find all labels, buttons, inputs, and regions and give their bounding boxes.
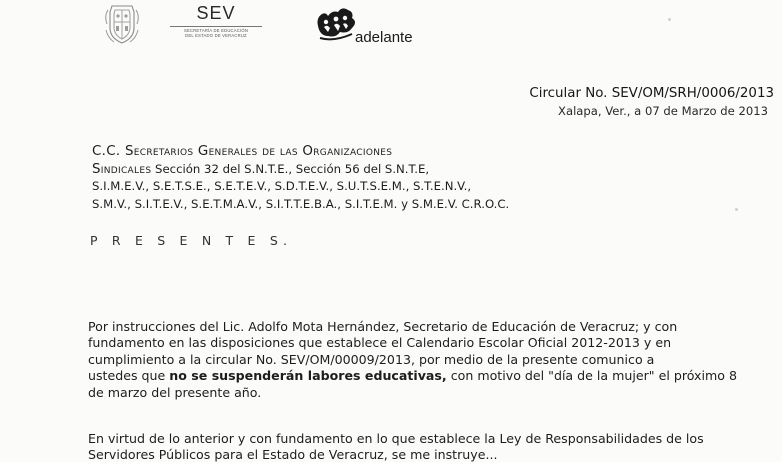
- state-seal-icon: [98, 2, 146, 46]
- scan-speck: [668, 18, 671, 21]
- addressee-sections: Sección 32 del S.N.T.E., Sección 56 del S.N.T.E,: [151, 161, 430, 176]
- addressee-line-1: [92, 143, 652, 161]
- addressee-line-3: S.I.M.E.V., S.E.T.S.E., S.E.T.E.V., S.D.T.E.V., S.U.T.S.E.M., S.T.E.N.V.,: [92, 179, 472, 193]
- paragraph-1-line-4: [88, 368, 768, 384]
- paragraph-2-line-2: Servidores Públicos para el Estado de Veracruz, se me instruye...: [88, 447, 498, 462]
- body-paragraph-2: [88, 431, 768, 462]
- paragraph-2-line-1: En virtud de lo anterior y con fundamento en lo que establece la Ley de Responsabilidades de los: [88, 431, 704, 446]
- paragraph-1-line-3: cumplimiento a la circular No. SEV/OM/00009/2013, por medio de la presente comunico a: [88, 351, 655, 367]
- presentes-heading: P R E S E N T E S.: [90, 233, 293, 248]
- adelante-logo-icon: [312, 4, 360, 46]
- sev-divider: [170, 26, 262, 27]
- place-date: Xalapa, Ver., a 07 de Marzo de 2013: [558, 104, 768, 118]
- paragraph-1-line-2: fundamento en las disposiciones que establece el Calendario Escolar Oficial 2012-2013 y en: [88, 335, 672, 351]
- paragraph-1-line-5: de marzo del presente año.: [88, 384, 262, 400]
- addressee-line-2: [92, 161, 652, 179]
- sev-logo: [166, 2, 266, 38]
- sev-full-name-line2: DEL ESTADO DE VERACRUZ: [185, 33, 247, 38]
- addressee-title: C.C. Secretarios Generales de las Organizaciones: [92, 144, 393, 159]
- addressee-title-cont: Sindicales: [92, 161, 152, 177]
- body-paragraph-1: [88, 319, 768, 401]
- adelante-slogan: adelante: [355, 29, 413, 46]
- paragraph-1-line-4-end: con motivo del "día de la mujer" el próximo 8: [446, 368, 737, 384]
- sev-abbreviation: SEV: [196, 3, 236, 23]
- addressee-block: [92, 143, 652, 213]
- no-suspension-notice: no se suspenderán labores educativas,: [169, 368, 447, 384]
- addressee-line-4: S.M.V., S.I.T.E.V., S.E.T.M.A.V., S.I.T.T.E.B.A., S.I.T.E.M. y S.M.E.V. C.R.O.C.: [92, 196, 510, 211]
- scan-speck: [735, 208, 738, 211]
- circular-number: Circular No. SEV/OM/SRH/0006/2013: [529, 86, 774, 101]
- paragraph-1-line-4-start: ustedes que: [88, 368, 170, 384]
- sev-full-name-line1: SECRETARÍA DE EDUCACIÓN: [183, 28, 249, 33]
- paragraph-1-line-1: Por instrucciones del Lic. Adolfo Mota Hernández, Secretario de Educación de Veracruz; y con: [88, 319, 678, 334]
